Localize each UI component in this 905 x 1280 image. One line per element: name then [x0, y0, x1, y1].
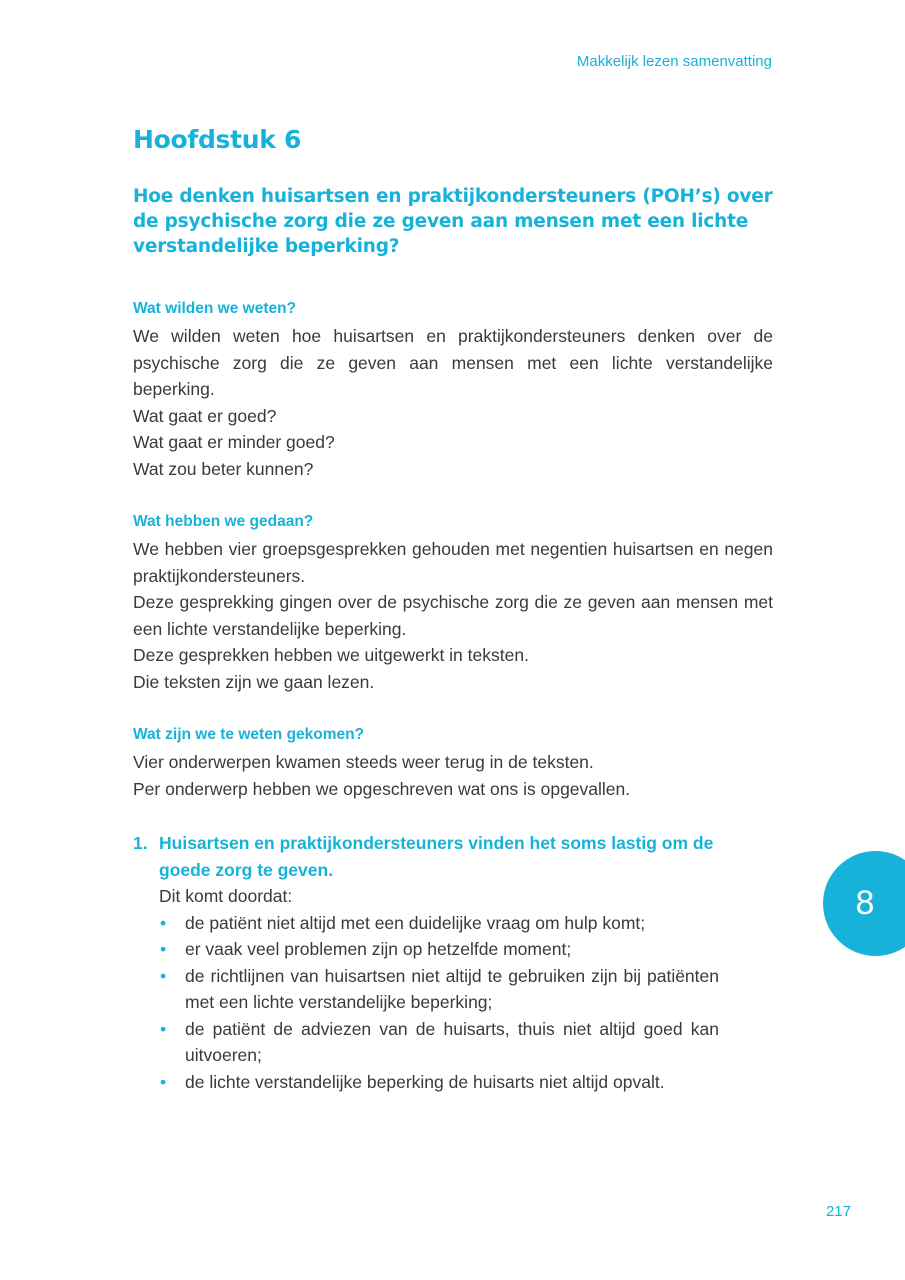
point-body	[159, 830, 719, 1095]
paragraph: Per onderwerp hebben we opgeschreven wat ons is opgevallen.	[133, 778, 631, 799]
paragraph: Deze gesprekking gingen over de psychische zorg die ze geven aan mensen met een lichte verstandelijke beperking.	[133, 592, 773, 639]
list-item-text: de patiënt de adviezen van de huisarts, thuis niet altijd goed kan uitvoeren;	[185, 1018, 719, 1065]
point-number: 1.	[133, 833, 148, 853]
list-item-text: de lichte verstandelijke beperking de huisarts niet altijd opvalt.	[185, 1071, 665, 1092]
page-content	[133, 125, 773, 1095]
list-item-text: er vaak veel problemen zijn op hetzelfde moment;	[185, 939, 572, 959]
point-intro: Dit komt doordat:	[159, 886, 293, 906]
section-wat-hebben-we-gedaan	[133, 510, 773, 695]
running-header: Makkelijk lezen samenvatting	[576, 53, 772, 70]
paragraph: Wat gaat er goed?	[133, 405, 277, 426]
bullet-list	[159, 910, 719, 1096]
paragraph: Vier onderwerpen kwamen steeds weer terug in de teksten.	[133, 752, 594, 772]
chapter-title: Hoofdstuk 6	[133, 125, 302, 154]
section-wat-zijn-we-te-weten-gekomen	[133, 723, 773, 802]
list-item	[159, 963, 719, 1016]
list-item	[159, 936, 719, 963]
paragraph: Wat zou beter kunnen?	[133, 458, 314, 479]
page-number: 217	[825, 1203, 851, 1220]
paragraph: Wat gaat er minder goed?	[133, 432, 335, 452]
bullet-icon: •	[160, 965, 167, 986]
paragraph: Die teksten zijn we gaan lezen.	[133, 671, 375, 692]
list-item	[159, 1069, 719, 1096]
point-heading: Huisartsen en praktijkondersteuners vinden het soms lastig om de goede zorg te geven.	[159, 833, 714, 880]
bullet-icon: •	[160, 912, 167, 933]
numbered-point-1	[133, 830, 773, 1095]
section-heading: Wat wilden we weten?	[133, 300, 297, 317]
list-item-text: de patiënt niet altijd met een duidelijke vraag om hulp komt;	[185, 912, 646, 933]
bullet-icon: •	[160, 1071, 167, 1092]
list-item	[159, 1016, 719, 1069]
paragraph: We hebben vier groepsgesprekken gehouden met negentien huisartsen en negen praktijkondersteuners.	[133, 539, 773, 586]
chapter-tab-number: 8	[855, 884, 875, 922]
section-heading: Wat zijn we te weten gekomen?	[133, 726, 365, 743]
list-item-text: de richtlijnen van huisartsen niet altijd te gebruiken zijn bij patiënten met een lichte verstandelijke beperking;	[185, 965, 719, 1012]
bullet-icon: •	[160, 1018, 167, 1039]
section-heading: Wat hebben we gedaan?	[133, 513, 314, 530]
chapter-tab	[823, 851, 905, 956]
chapter-subtitle: Hoe denken huisartsen en praktijkondersteuners (POH’s) over de psychische zorg die ze geven aan mensen met een lichte verstandelijke beperking?	[133, 186, 773, 257]
list-item	[159, 910, 719, 937]
paragraph: Deze gesprekken hebben we uitgewerkt in teksten.	[133, 645, 529, 665]
paragraph: We wilden weten hoe huisartsen en praktijkondersteuners denken over de psychische zorg die ze geven aan mensen met een lichte verstandelijke beperking.	[133, 326, 773, 399]
section-wat-wilden-we-weten	[133, 297, 773, 482]
bullet-icon: •	[160, 939, 167, 959]
